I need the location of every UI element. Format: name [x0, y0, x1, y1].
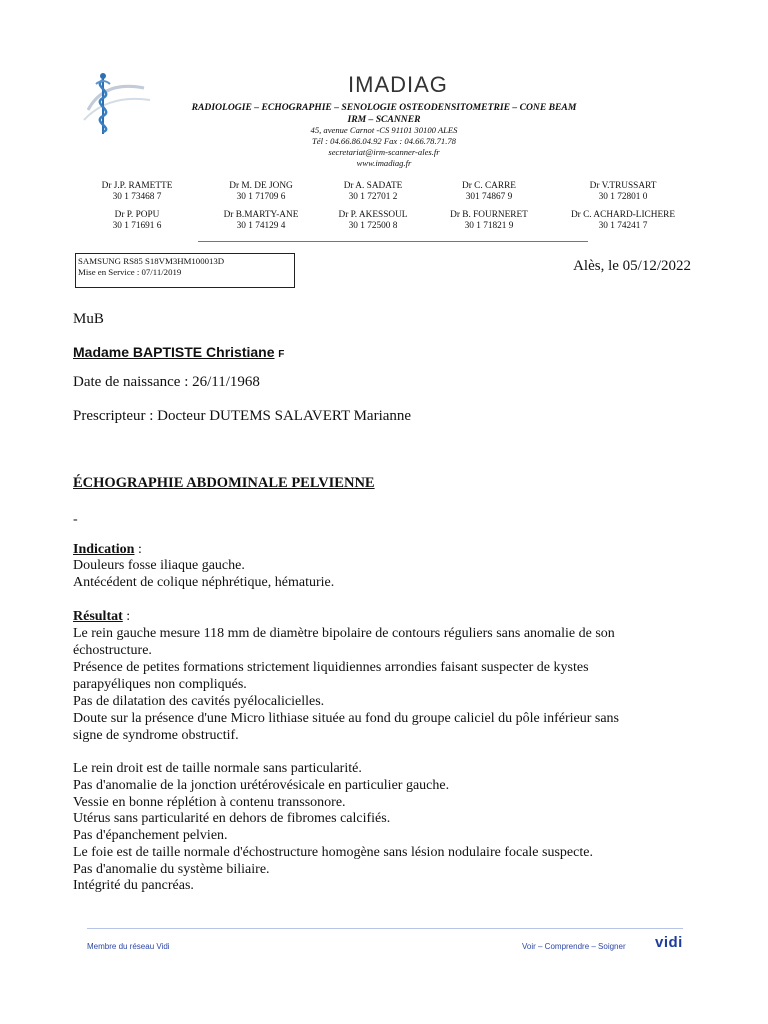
result-line: Pas de dilatation des cavités pyélocalicielles.: [73, 694, 325, 709]
place-date: Alès, le 05/12/2022: [573, 258, 691, 274]
result-line: Pas d'anomalie du système biliaire.: [73, 862, 270, 877]
clinic-phone-fax: Tél : 04.66.86.04.92 Fax : 04.66.78.71.78: [312, 136, 456, 146]
result-label: Résultat: [73, 609, 123, 624]
exam-title: ÉCHOGRAPHIE ABDOMINALE PELVIENNE: [73, 475, 375, 491]
header-divider: [198, 241, 588, 242]
result-line: Vessie en bonne réplétion à contenu transsonore.: [73, 795, 346, 810]
result-line: Pas d'épanchement pelvien.: [73, 828, 228, 843]
device-info-box: [75, 253, 295, 288]
result-line: parapyéliques non compliqués.: [73, 677, 247, 692]
result-line: Le rein gauche mesure 118 mm de diamètre bipolaire de contours réguliers sans anomalie de son: [73, 626, 615, 641]
doctor-entry: Dr V.TRUSSART 30 1 72801 0: [589, 181, 657, 202]
clinic-address: 45, avenue Carnot -CS 91101 30100 ALES: [310, 125, 458, 135]
doctor-entry: Dr P. AKESSOUL 30 1 72500 8: [338, 210, 408, 231]
specialties-line-2: IRM – SCANNER: [347, 114, 421, 125]
vidi-logo: vidi: [655, 934, 683, 951]
doctor-entry: Dr B.MARTY-ANE 30 1 74129 4: [223, 210, 299, 231]
indication-line: Douleurs fosse iliaque gauche.: [73, 558, 245, 573]
doctor-entry: Dr A. SADATE 30 1 72701 2: [343, 181, 403, 202]
brand-name: IMADIAG: [348, 72, 448, 97]
footer-tagline: Voir – Comprendre – Soigner: [522, 942, 626, 951]
result-line: Utérus sans particularité en dehors de fibromes calcifiés.: [73, 811, 391, 826]
specialties-line-1: RADIOLOGIE – ECHOGRAPHIE – SENOLOGIE OSTEODENSITOMETRIE – CONE BEAM: [191, 102, 577, 113]
doctor-entry: Dr B. FOURNERET 30 1 71821 9: [450, 210, 528, 231]
result-line: Présence de petites formations strictement liquidiennes arrondies faisant suspecter de kystes: [73, 660, 589, 675]
result-line: Pas d'anomalie de la jonction urétérovésicale en particulier gauche.: [73, 778, 450, 793]
doctor-entry: Dr J.P. RAMETTE 30 1 73468 7: [101, 181, 173, 202]
patient-sex: F: [278, 349, 285, 360]
patient-name-line: [73, 344, 284, 364]
doctor-entry: Dr P. POPU 30 1 71691 6: [112, 210, 162, 231]
patient-name: Madame BAPTISTE Christiane: [73, 344, 275, 360]
result-line: Le foie est de taille normale d'échostructure homogène sans lésion nodulaire focale suspecte.: [73, 845, 593, 860]
result-heading: Résultat :: [73, 609, 131, 624]
doctor-entry: Dr C. ACHARD-LICHERE 30 1 74241 7: [570, 210, 676, 231]
indication-line: Antécédent de colique néphrétique, hématurie.: [73, 575, 335, 590]
clinic-website: www.imadiag.fr: [356, 158, 412, 168]
indication-label: Indication: [73, 542, 135, 557]
clinic-email: secretariat@irm-scanner-ales.fr: [328, 147, 440, 157]
indication-heading: Indication :: [73, 542, 142, 557]
doctor-entry: Dr C. CARRE 301 74867 9: [462, 181, 516, 202]
prescriber: Prescripteur : Docteur DUTEMS SALAVERT Marianne: [73, 408, 412, 424]
doctor-entry: Dr M. DE JONG 30 1 71709 6: [229, 181, 293, 202]
result-line: Doute sur la présence d'une Micro lithiase située au fond du groupe caliciel du pôle inférieur sans: [73, 711, 620, 726]
device-model: SAMSUNG RS85 S18VM3HM100013D: [78, 256, 225, 266]
birth-date: Date de naissance : 26/11/1968: [73, 374, 260, 390]
footer-member: Membre du réseau Vidi: [87, 942, 170, 951]
result-line: signe de syndrome obstructif.: [73, 728, 239, 743]
result-line: Intégrité du pancréas.: [73, 878, 194, 893]
footer-divider: [87, 928, 683, 929]
separator-dash: -: [73, 512, 78, 527]
device-service-date: Mise en Service : 07/11/2019: [78, 266, 182, 277]
result-line: Le rein droit est de taille normale sans particularité.: [73, 761, 362, 776]
operator-initials: MuB: [73, 311, 104, 327]
result-line: échostructure.: [73, 643, 152, 658]
